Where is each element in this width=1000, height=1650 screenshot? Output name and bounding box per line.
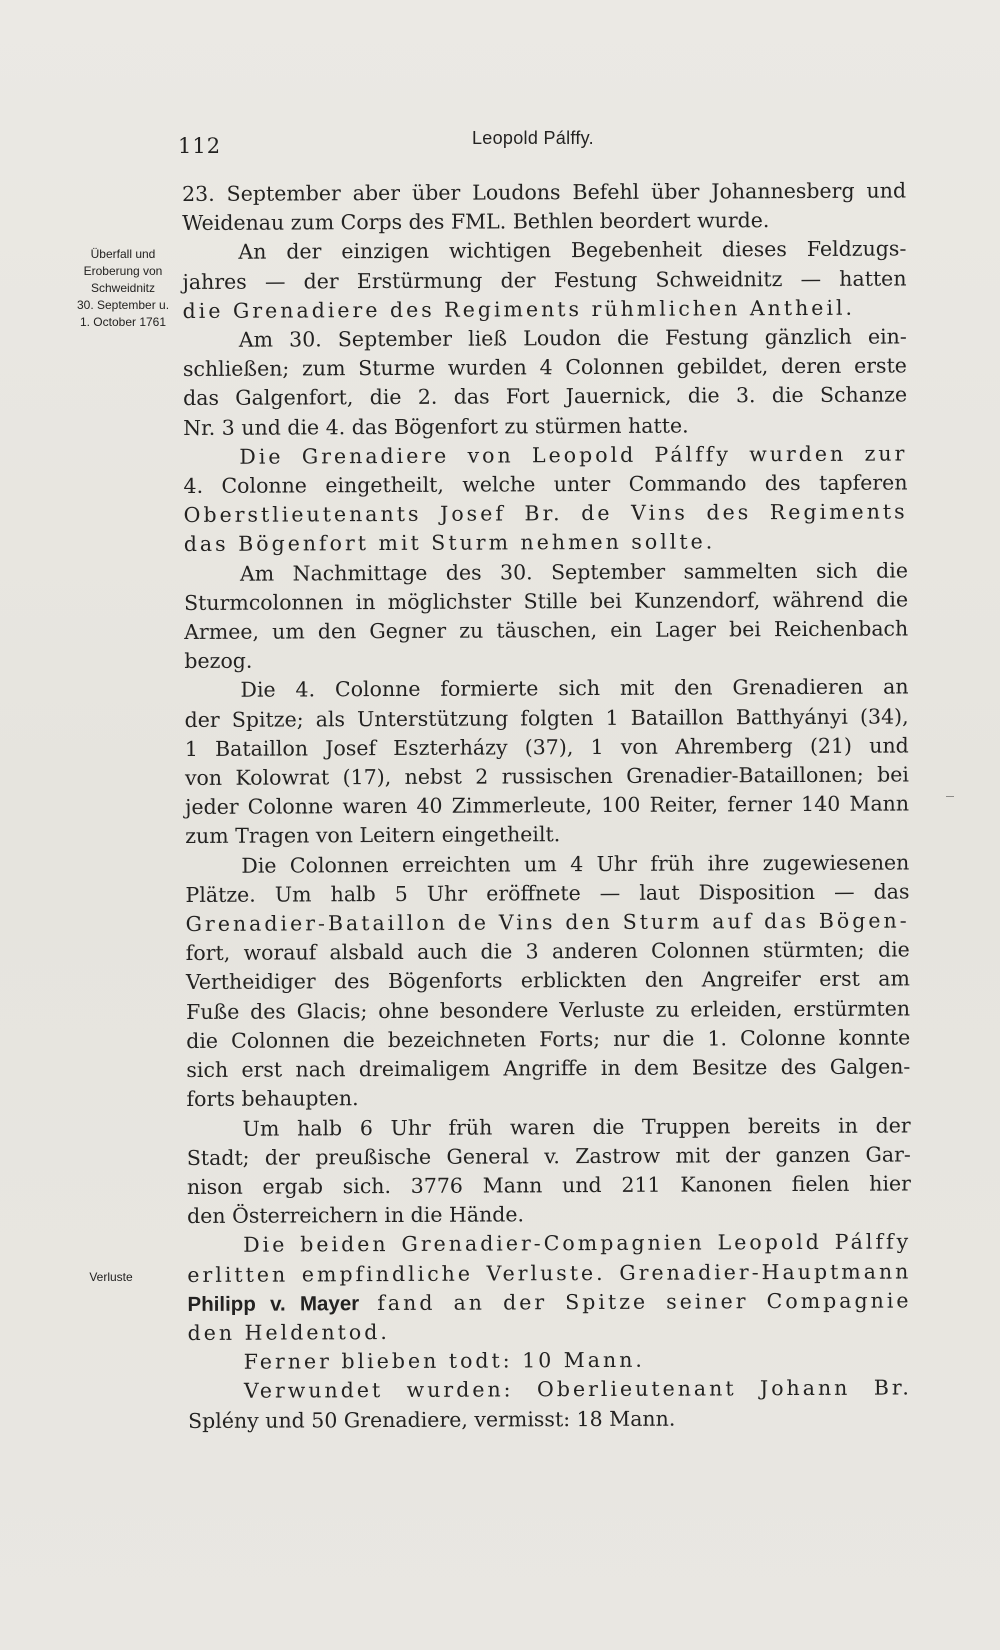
text-line: zum Tragen von Leitern eingetheilt.: [185, 822, 561, 849]
text-line: 1 Bataillon Josef Eszterházy (37), 1 von Ahremberg (21) und: [184, 733, 909, 761]
margin-note-line: Eroberung von: [83, 264, 163, 278]
text-line: Fuße des Glacis; ohne besondere Verluste zu erleiden, erstürmten: [186, 996, 911, 1024]
margin-note-line: Schweidnitz: [90, 281, 156, 295]
text-line: Verwundet wurden: Oberlieutenant Johann Br.: [243, 1375, 912, 1404]
text-line: Grenadier-Bataillon de Vins den Sturm auf das Bögen-: [185, 908, 910, 937]
text-line: schließen; zum Sturme wurden 4 Colonnen gebildet, deren erste: [182, 353, 907, 382]
text-line: der Spitze; als Unterstützung folgten 1 Bataillon Batthyányi (34),: [184, 704, 909, 732]
running-title: Leopold Pálffy.: [472, 128, 594, 148]
margin-note-assault: [58, 246, 188, 331]
text-line: Vertheidiger des Bögenforts erblickten den Angreifer erst am: [185, 966, 910, 995]
page-number: 112: [178, 134, 222, 158]
text-line: den Österreichern in die Hände.: [187, 1202, 525, 1229]
margin-note-line: 30. September u.: [76, 298, 170, 312]
margin-note-line: Überfall und: [90, 247, 156, 261]
text-line: Die Grenadiere von Leopold Pálffy wurden zur: [239, 441, 908, 469]
text-line: Die beiden Grenadier-Compagnien Leopold Pálffy: [243, 1229, 912, 1258]
text-line: Am Nachmittage des 30. September sammelten sich die: [239, 558, 908, 586]
text-line: jahres — der Erstürmung der Festung Schweidnitz — hatten: [182, 266, 907, 294]
text-line: Ferner blieben todt: 10 Mann.: [243, 1347, 645, 1374]
text-line: erlitten empfindliche Verluste. Grenadier-Hauptmann: [187, 1258, 912, 1287]
text-line: von Kolowrat (17), nebst 2 russischen Grenadier-Bataillonen; bei: [184, 762, 909, 791]
text-line: An der einzigen wichtigen Begebenheit dieses Feldzugs-: [238, 236, 907, 265]
text-line: das Bögenfort mit Sturm nehmen sollte.: [183, 529, 716, 557]
text-line: die Colonnen die bezeichneten Forts; nur die 1. Colonne konnte: [186, 1025, 911, 1053]
text-line: jeder Colonne waren 40 Zimmerleute, 100 Reiter, ferner 140 Mann: [185, 791, 910, 820]
text-line: bezog.: [184, 648, 253, 674]
margin-note-line: 1. October 1761: [79, 315, 167, 329]
text-line: Die Colonnen erreichten um 4 Uhr früh ihre zugewiesenen: [241, 850, 910, 878]
text-line: Oberstlieutenants Josef Br. de Vins des Regiments: [183, 499, 908, 528]
margin-note-losses: Verluste: [89, 1270, 133, 1284]
text-line: Die 4. Colonne formierte sich mit den Grenadieren an: [240, 674, 909, 703]
text-line: sich erst nach dreimaligem Angriffe in dem Besitze des Galgen-: [186, 1054, 911, 1083]
text-line: Philipp v. Mayer fand an der Spitze seiner Compagnie: [187, 1288, 912, 1316]
page-header: [0, 126, 1000, 166]
text-line: Plätze. Um halb 5 Uhr eröffnete — laut Disposition — das: [185, 879, 910, 907]
text-line: Nr. 3 und die 4. das Bögenfort zu stürmen hatte.: [183, 413, 689, 440]
text-line: Am 30. September ließ Loudon die Festung gänzlich ein-: [238, 324, 907, 352]
text-line: Um halb 6 Uhr früh waren die Truppen bereits in der: [242, 1112, 911, 1141]
text-line: Stadt; der preußische General v. Zastrow mit der ganzen Gar-: [186, 1142, 911, 1170]
scan-mark: [946, 796, 954, 797]
text-line: den Heldentod.: [187, 1319, 390, 1345]
text-line: Splény und 50 Grenadiere, vermisst: 18 Mann.: [188, 1406, 676, 1433]
text-line: 23. September aber über Loudons Befehl über Johannesberg und: [182, 178, 907, 206]
officer-name: Philipp v. Mayer: [187, 1291, 360, 1316]
text-line: Sturmcolonnen in möglichster Stille bei Kunzendorf, während die: [184, 587, 909, 615]
text-line: forts behaupten.: [186, 1086, 359, 1112]
text-line: die Grenadiere des Regiments rühmlichen Antheil.: [182, 295, 856, 323]
text-line: Armee, um den Gegner zu täuschen, ein Lager bei Reichenbach: [184, 616, 909, 645]
text-line: Weidenau zum Corps des FML. Bethlen beordert wurde.: [182, 208, 770, 236]
body-text: [182, 176, 912, 1435]
text-line: fort, worauf alsbald auch die 3 anderen Colonnen stürmten; die: [185, 937, 910, 966]
text-line: das Galgenfort, die 2. das Fort Jauernick, die 3. die Schanze: [183, 382, 908, 411]
text-line: 4. Colonne eingetheilt, welche unter Commando des tapferen: [183, 470, 908, 499]
text-line: nison ergab sich. 3776 Mann und 211 Kanonen fielen hier: [186, 1171, 911, 1199]
